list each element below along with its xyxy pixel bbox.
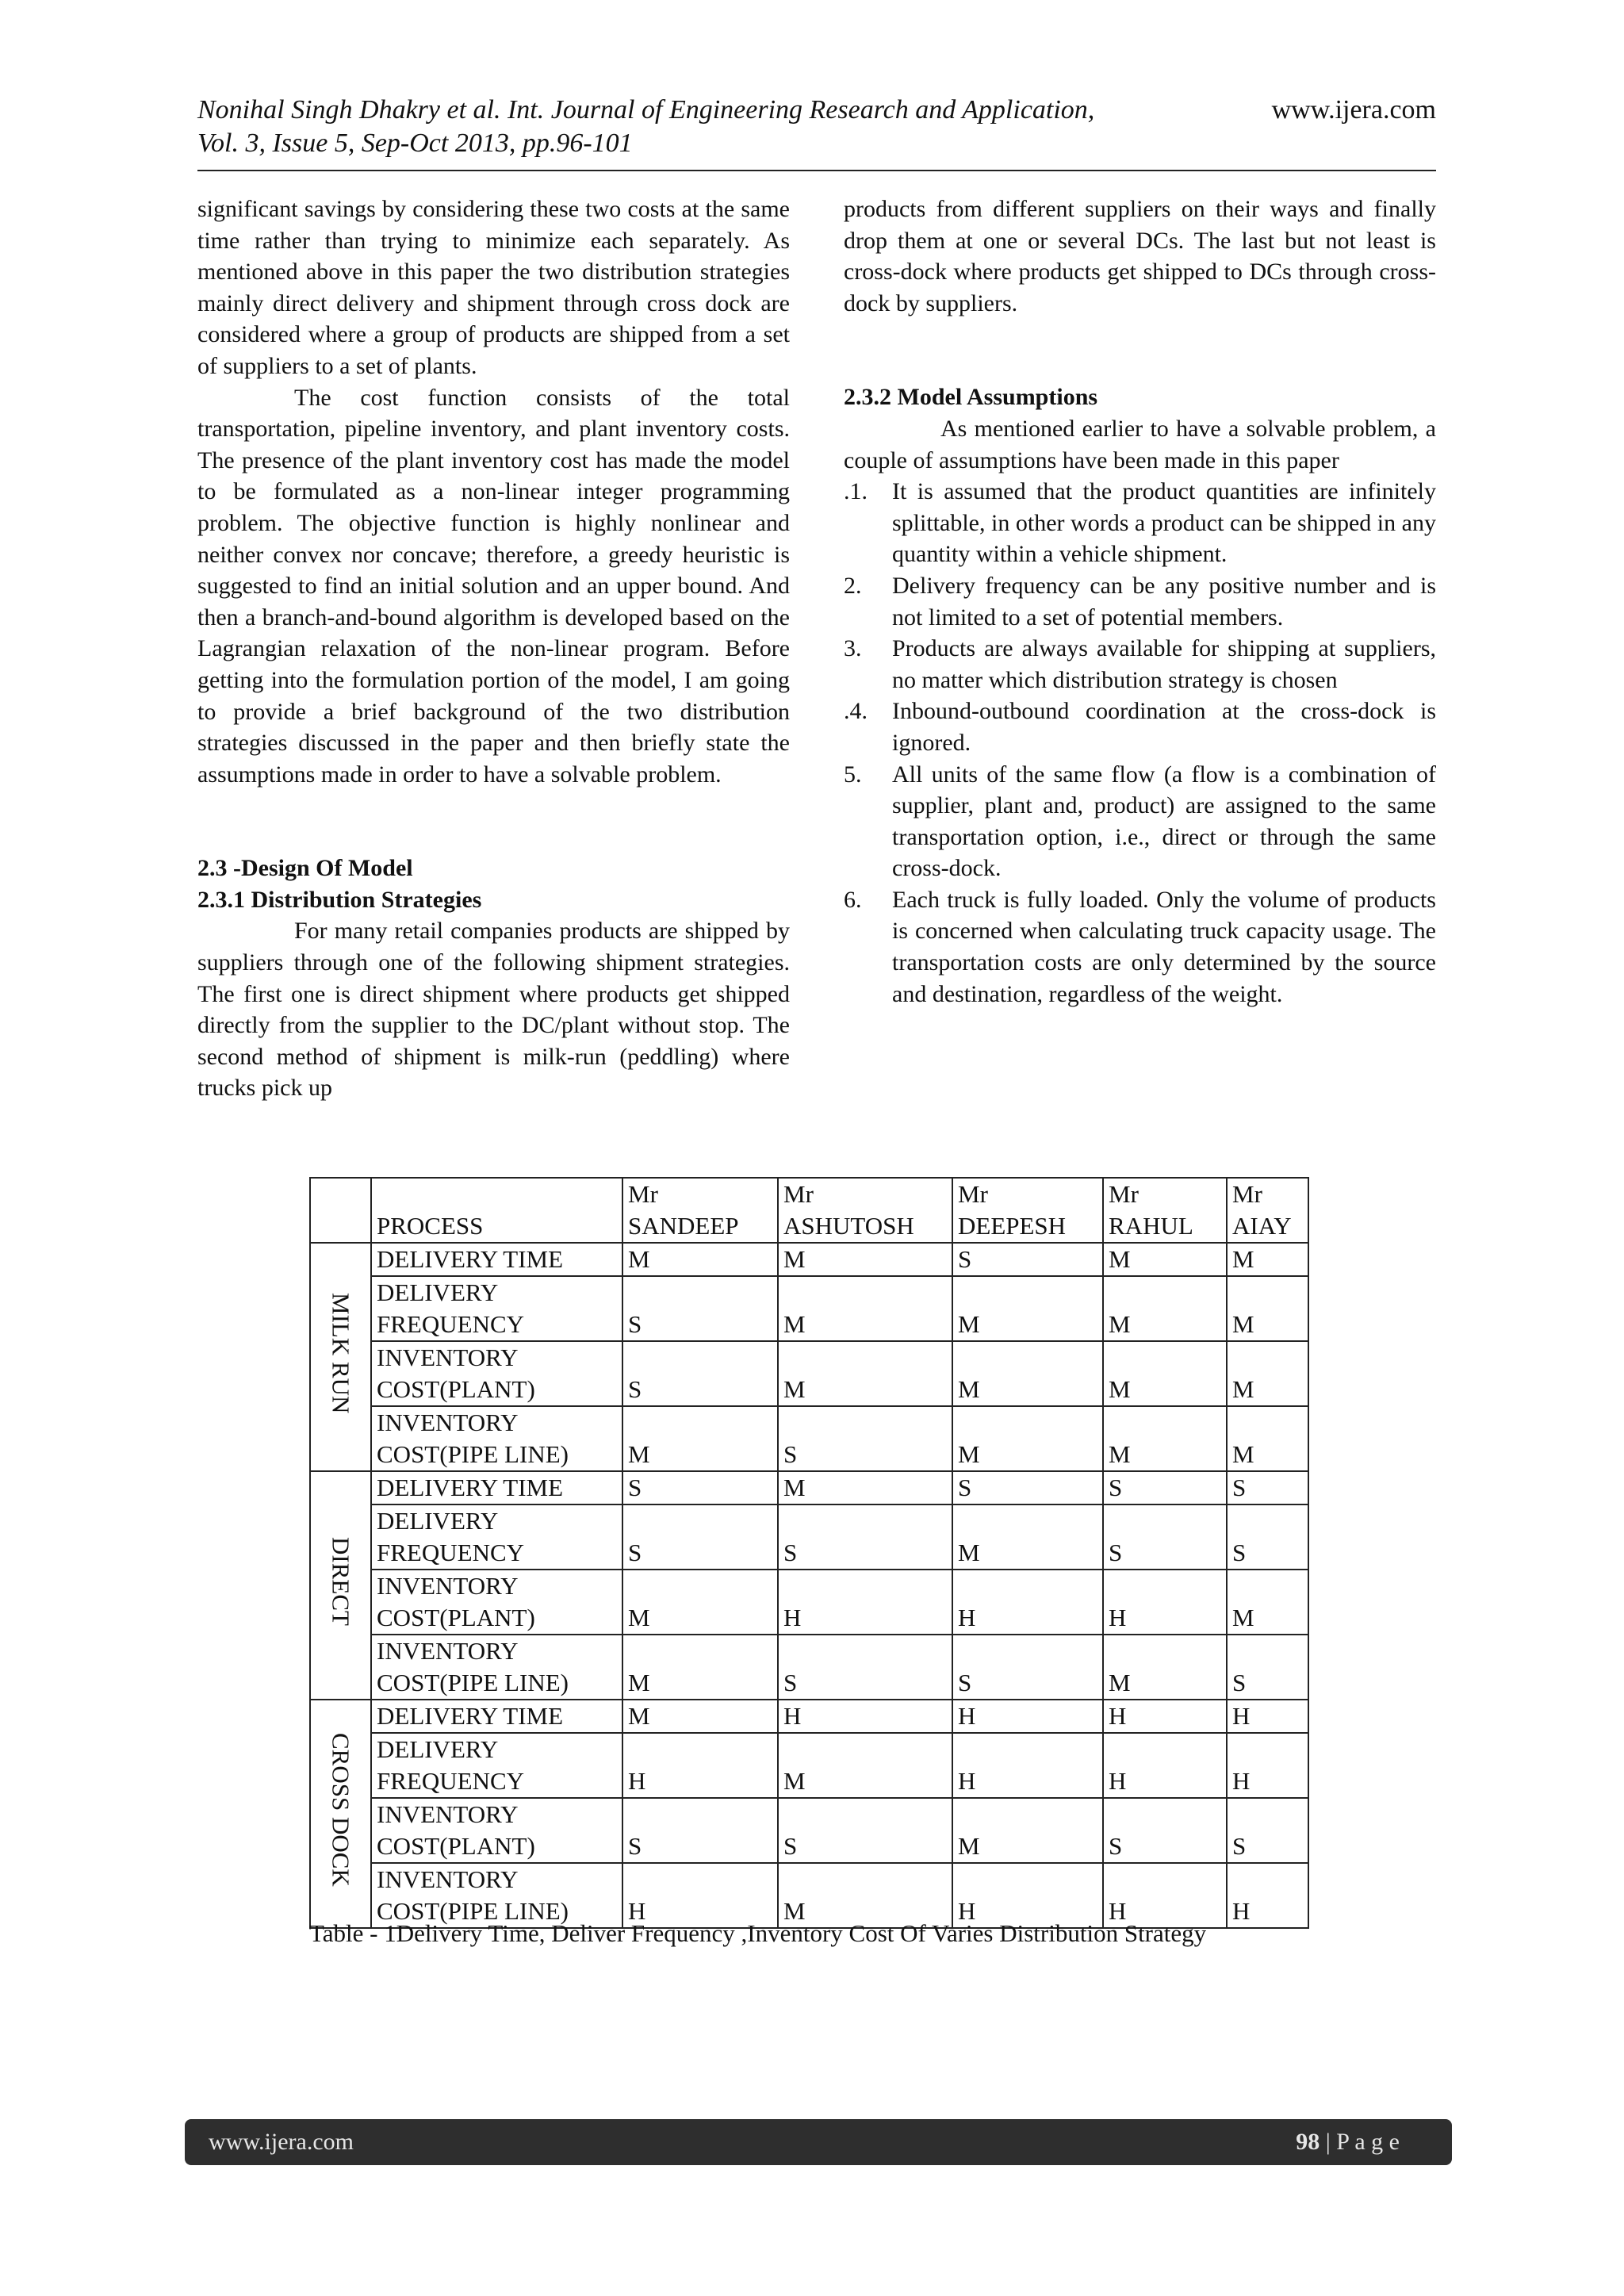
distribution-strategy-table <box>309 1177 1309 1929</box>
rating-cell: M <box>1103 1243 1227 1276</box>
rating-cell: M <box>622 1570 778 1635</box>
rating-cell: S <box>778 1635 952 1700</box>
rating-cell: M <box>1227 1406 1308 1471</box>
table-row <box>310 1243 1308 1276</box>
rating-cell: S <box>952 1243 1103 1276</box>
process-cell: DELIVERY FREQUENCY <box>371 1276 622 1341</box>
table-caption: Table - 1Delivery Time, Deliver Frequency ,Inventory Cost Of Varies Distribution Strategy <box>309 1919 1207 1947</box>
process-cell: INVENTORY COST(PLANT) <box>371 1798 622 1863</box>
assumption-item: .1. It is assumed that the product quantities are infinitely splittable, in other words a product can be shipped in any quantity within a vehicle shipment. <box>844 478 1436 568</box>
rating-cell: M <box>952 1798 1103 1863</box>
rating-cell: S <box>622 1276 778 1341</box>
table-row <box>310 1733 1308 1798</box>
process-header: PROCESS <box>371 1178 622 1243</box>
assumption-item: 3. Products are always available for shipping at suppliers, no matter which distribution strategy is chosen <box>844 635 1436 693</box>
rating-cell: M <box>1227 1341 1308 1406</box>
subsection-heading: 2.3.1 Distribution Strategies <box>197 886 482 913</box>
table-row <box>310 1276 1308 1341</box>
rating-cell: H <box>1103 1700 1227 1733</box>
page-number: 98 <box>1296 2129 1320 2155</box>
journal-citation-line2: Vol. 3, Issue 5, Sep-Oct 2013, pp.96-101 <box>197 128 633 158</box>
group-label-milk-run: MILK RUN <box>310 1243 371 1471</box>
strategy-table-wrapper <box>309 1177 1309 1929</box>
rating-cell: S <box>622 1341 778 1406</box>
assumption-item: .4. Inbound-outbound coordination at the cross-dock is ignored. <box>844 698 1436 756</box>
rating-cell: M <box>622 1243 778 1276</box>
rating-cell: S <box>1103 1798 1227 1863</box>
rating-cell: M <box>1227 1243 1308 1276</box>
rating-cell: S <box>952 1635 1103 1700</box>
assumption-item: 5. All units of the same flow (a flow is a combination of supplier, plant and, product) are assigned to the same transportation option, i.e., direct or through the same cross-dock. <box>844 761 1436 882</box>
rating-cell: M <box>778 1863 952 1928</box>
rating-cell: H <box>1103 1733 1227 1798</box>
rating-cell: S <box>952 1471 1103 1504</box>
rating-cell: H <box>778 1570 952 1635</box>
rating-cell: H <box>622 1733 778 1798</box>
footer-website[interactable]: www.ijera.com <box>209 2129 354 2155</box>
rating-cell: H <box>952 1733 1103 1798</box>
rating-cell: M <box>778 1341 952 1406</box>
rating-cell: M <box>952 1276 1103 1341</box>
rating-cell: M <box>1227 1276 1308 1341</box>
rating-cell: M <box>1103 1276 1227 1341</box>
rating-cell: H <box>1103 1570 1227 1635</box>
rating-cell: S <box>778 1504 952 1570</box>
table-row <box>310 1700 1308 1733</box>
process-cell: INVENTORY COST(PIPE LINE) <box>371 1406 622 1471</box>
assumption-item: 2. Delivery frequency can be any positive number and is not limited to a set of potential members. <box>844 572 1436 631</box>
process-cell: DELIVERY TIME <box>371 1243 622 1276</box>
table-header-row <box>310 1178 1308 1243</box>
rating-cell: S <box>622 1471 778 1504</box>
rating-cell: S <box>1103 1471 1227 1504</box>
table-row <box>310 1504 1308 1570</box>
journal-citation-line1: Nonihal Singh Dhakry et al. Int. Journal of Engineering Research and Application, <box>197 95 1095 125</box>
process-cell: INVENTORY COST(PLANT) <box>371 1341 622 1406</box>
process-cell: DELIVERY TIME <box>371 1471 622 1504</box>
process-cell: DELIVERY FREQUENCY <box>371 1504 622 1570</box>
person-header: Mr DEEPESH <box>952 1178 1103 1243</box>
table-row <box>310 1798 1308 1863</box>
rating-cell: H <box>622 1863 778 1928</box>
rating-cell: M <box>622 1406 778 1471</box>
header-rule <box>197 170 1436 171</box>
rating-cell: H <box>952 1570 1103 1635</box>
page-footer <box>185 2119 1452 2165</box>
table-row <box>310 1635 1308 1700</box>
assumptions-list <box>844 476 1436 1010</box>
group-label-cross-dock: CROSS DOCK <box>310 1700 371 1928</box>
person-header: Mr RAHUL <box>1103 1178 1227 1243</box>
rating-cell: H <box>952 1700 1103 1733</box>
paragraph: For many retail companies products are shipped by suppliers through one of the following shipment strategies. The first one is direct shipment where products get shipped directly from the supplier to the DC/plant without stop. The second method of shipment is milk-run (peddling) where trucks pick up <box>197 918 790 1102</box>
rating-cell: M <box>778 1243 952 1276</box>
person-header: Mr SANDEEP <box>622 1178 778 1243</box>
assumption-item: 6. Each truck is fully loaded. Only the volume of products is concerned when calculating truck capacity usage. The transportation costs are only determined by the source and destination, regardless of the weight. <box>844 886 1436 1007</box>
group-label-direct: DIRECT <box>310 1471 371 1700</box>
rating-cell: H <box>1227 1700 1308 1733</box>
rating-cell: S <box>1227 1504 1308 1570</box>
paragraph: significant savings by considering these two costs at the same time rather than trying to minimize each separately. As mentioned above in this paper the two distribution strategies mainly direct delivery and shipment through cross dock are considered where a group of products are shipped from a set of suppliers to a set of plants. <box>197 196 790 379</box>
table-row <box>310 1406 1308 1471</box>
person-header: Mr ASHUTOSH <box>778 1178 952 1243</box>
table-row <box>310 1341 1308 1406</box>
rating-cell: H <box>1103 1863 1227 1928</box>
rating-cell: M <box>952 1406 1103 1471</box>
paragraph: products from different suppliers on their ways and finally drop them at one or several DCs. The last but not least is cross-dock where products get shipped to DCs through cross-dock by suppliers. <box>844 196 1436 316</box>
rating-cell: S <box>1227 1635 1308 1700</box>
paragraph: The cost function consists of the total transportation, pipeline inventory, and plant inventory costs. The presence of the plant inventory cost has made the model to be formulated as a non-linear integer programming problem. The objective function is highly nonlinear and neither convex nor concave; therefore, a greedy heuristic is suggested to find an initial solution and an upper bound. And then a branch-and-bound algorithm is developed based on the Lagrangian relaxation of the non-linear program. Before getting into the formulation portion of the model, I am going to provide a brief background of the two distribution strategies discussed in the paper and then briefly state the assumptions made in order to have a solvable problem. <box>197 384 790 788</box>
process-cell: DELIVERY TIME <box>371 1700 622 1733</box>
section-heading: 2.3 -Design Of Model <box>197 855 413 882</box>
rating-cell: H <box>778 1700 952 1733</box>
rating-cell: H <box>952 1863 1103 1928</box>
rating-cell: M <box>952 1341 1103 1406</box>
page-number-label: 98 | P a g e <box>1296 2129 1400 2155</box>
process-cell: INVENTORY COST(PIPE LINE) <box>371 1863 622 1928</box>
rating-cell: M <box>1227 1570 1308 1635</box>
process-cell: INVENTORY COST(PIPE LINE) <box>371 1635 622 1700</box>
rating-cell: M <box>1103 1341 1227 1406</box>
rating-cell: M <box>778 1733 952 1798</box>
rating-cell: S <box>778 1798 952 1863</box>
rating-cell: S <box>1227 1798 1308 1863</box>
rating-cell: M <box>1103 1635 1227 1700</box>
rating-cell: S <box>1103 1504 1227 1570</box>
rating-cell: S <box>622 1504 778 1570</box>
header-website[interactable]: www.ijera.com <box>1271 95 1436 125</box>
rating-cell: M <box>778 1471 952 1504</box>
rating-cell: M <box>622 1635 778 1700</box>
rating-cell: M <box>1103 1406 1227 1471</box>
subsection-heading: 2.3.2 Model Assumptions <box>844 384 1098 411</box>
rating-cell: H <box>1227 1863 1308 1928</box>
rating-cell: H <box>1227 1733 1308 1798</box>
rating-cell: M <box>622 1700 778 1733</box>
rating-cell: S <box>778 1406 952 1471</box>
table-row <box>310 1570 1308 1635</box>
rating-cell: S <box>1227 1471 1308 1504</box>
table-row <box>310 1471 1308 1504</box>
paragraph: As mentioned earlier to have a solvable problem, a couple of assumptions have been made in this paper <box>844 415 1436 473</box>
process-cell: DELIVERY FREQUENCY <box>371 1733 622 1798</box>
rating-cell: M <box>952 1504 1103 1570</box>
left-column <box>197 194 790 1104</box>
rating-cell: S <box>622 1798 778 1863</box>
right-column <box>844 194 1436 1010</box>
rating-cell: M <box>778 1276 952 1341</box>
person-header: Mr AIAY <box>1227 1178 1308 1243</box>
process-cell: INVENTORY COST(PLANT) <box>371 1570 622 1635</box>
running-header <box>197 94 1436 160</box>
empty-header-cell <box>310 1178 371 1243</box>
